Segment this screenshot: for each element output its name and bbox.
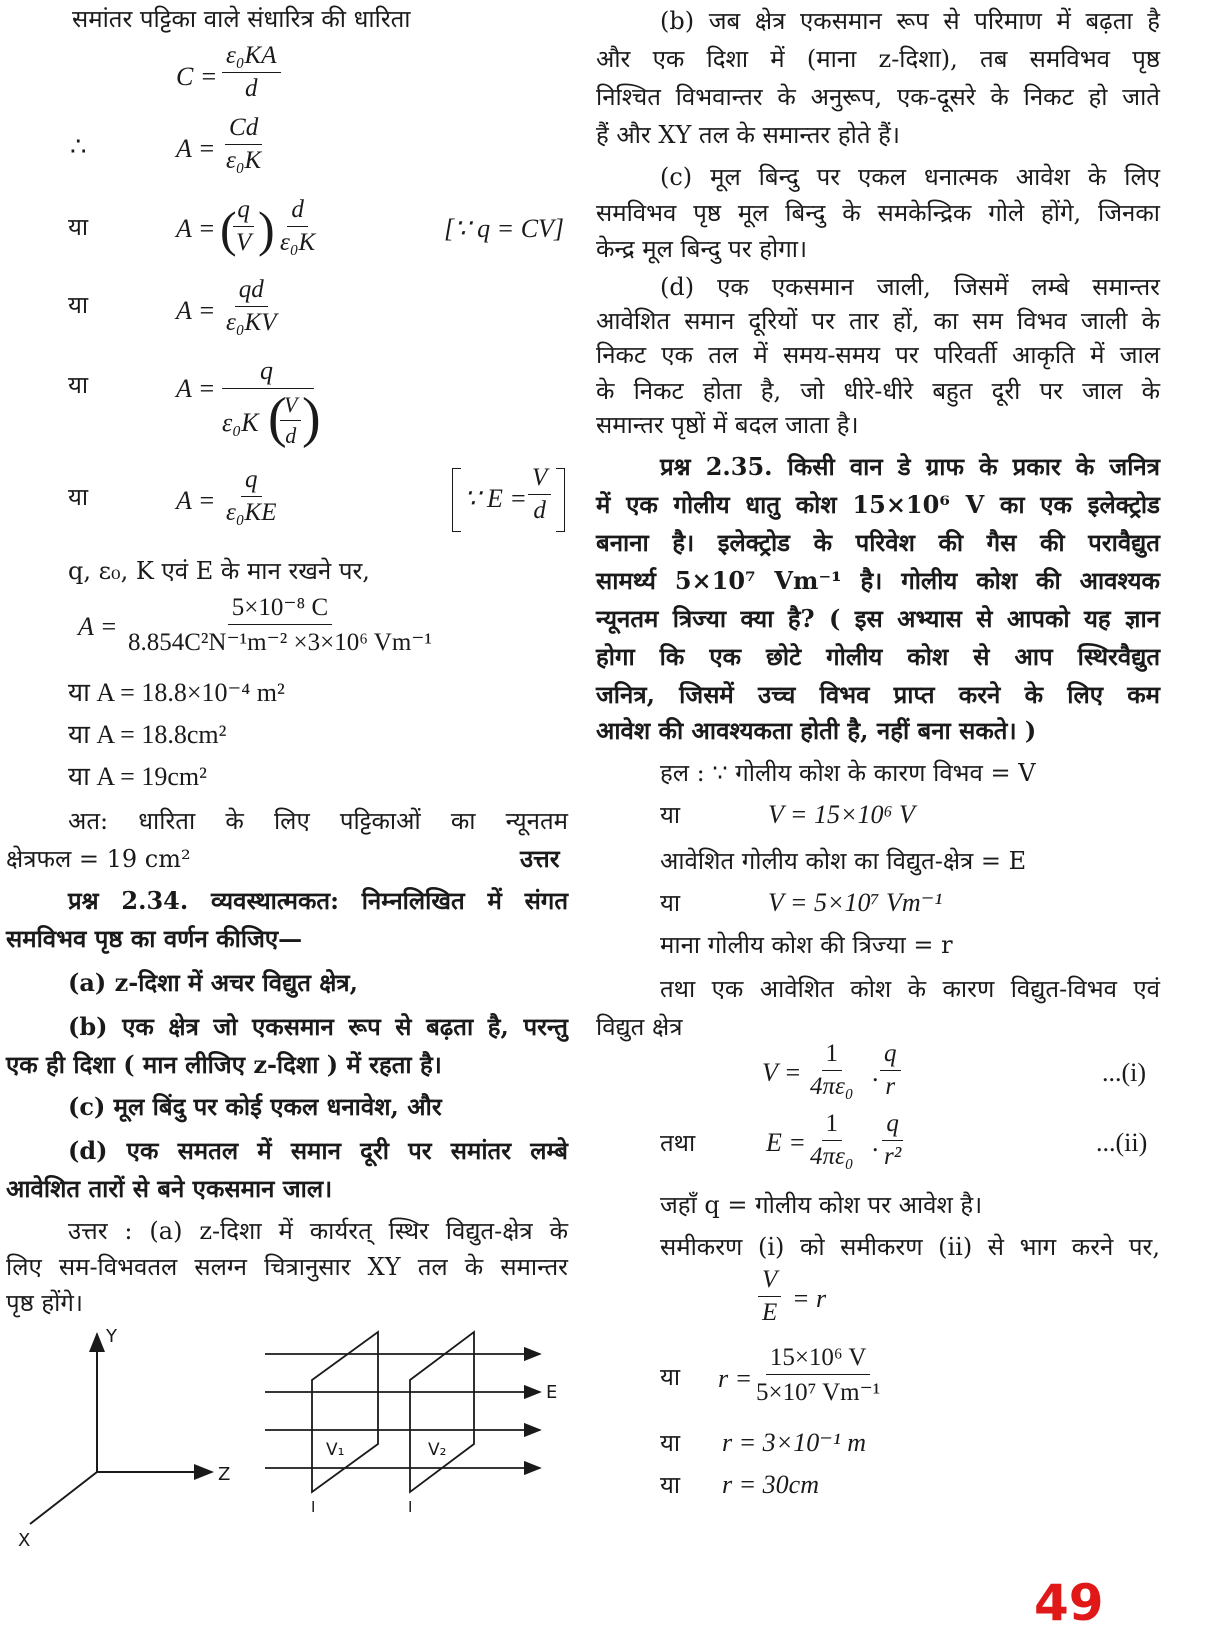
solution-line-7: विद्युत क्षेत्र <box>596 1013 683 1041</box>
eq3-v: V <box>236 229 252 256</box>
answer-c-line-2: समविभव पृष्ठ मूल बिन्दु के समकेन्द्रिक गोले होंगे, जिनका <box>596 199 1160 227</box>
final-result-1: r = 3×10⁻¹ m <box>722 1428 867 1457</box>
ya-label-3: या <box>68 371 89 399</box>
final-result-2: r = 30cm <box>722 1470 819 1499</box>
answer-a-line-3: पृष्ठ होंगे। <box>6 1289 83 1317</box>
therefore-symbol: ∴ <box>70 132 87 161</box>
e2-fraction-1 <box>806 1110 858 1171</box>
eq5-close-paren: ) <box>302 387 321 449</box>
eq6-note-den: d <box>533 497 546 524</box>
answer-d-line-5: समान्तर पृष्ठों में बदल जाता है। <box>596 411 859 439</box>
e1-num-1: 1 <box>822 1040 843 1071</box>
question-2-35-line-2: में एक गोलीय धातु कोश 15×10⁶ V का एक इलेक्ट्रोड <box>596 490 1160 519</box>
ya-label-4: या <box>68 483 89 511</box>
eq4-lhs: A = <box>176 296 216 325</box>
eq1-denominator: d <box>245 75 258 102</box>
eq4-numerator: qd <box>235 276 268 307</box>
conclusion-line-1: अत: धारिता के लिए पट्टिकाओं का न्यूनतम <box>68 807 568 835</box>
eq3-lhs: A = <box>176 214 216 243</box>
eq5-open-paren: ( <box>268 387 287 449</box>
eq1-numerator: ε₀KA <box>222 42 281 73</box>
e3-rhs: = r <box>792 1284 827 1313</box>
eq6-note-close-bracket <box>556 468 565 532</box>
eq6-fraction <box>222 466 281 527</box>
e2-tag: ...(ii) <box>1096 1128 1148 1157</box>
ya-label-r1: या <box>660 801 681 829</box>
eq5-inner-num: V <box>280 392 301 421</box>
conclusion-line-2: क्षेत्रफल = 19 cm² <box>6 845 191 873</box>
eq6-note-num: V <box>528 464 551 495</box>
eq5-inner-fraction <box>280 392 301 449</box>
question-2-34-part-c: (c) मूल बिंदु पर कोई एकल धनावेश, और <box>68 1092 442 1121</box>
ya-label-r2: या <box>660 889 681 917</box>
answer-d-line-4: के निकट होता है, जो धीरे-धीरे बहुत दूरी पर जाल के <box>596 377 1160 405</box>
result-line-2: या A = 18.8cm² <box>68 720 227 749</box>
solution-potential-value: V = 15×10⁶ V <box>768 800 915 829</box>
question-2-35-line-7: जनित्र, जिसमें उच्च विभव प्राप्त करने के लिए कम <box>596 680 1160 709</box>
eq6-lhs: A = <box>176 486 216 515</box>
e1-lhs: V = <box>762 1058 802 1087</box>
eq6-note-fraction <box>528 464 551 525</box>
question-2-34-line-2: समविभव पृष्ठ का वर्णन कीजिए— <box>6 924 303 953</box>
e1-den-1: 4πε₀ <box>810 1073 854 1100</box>
result-line-3: या A = 19cm² <box>68 762 207 791</box>
e4-fraction <box>752 1344 884 1407</box>
plane-marker-2: I <box>408 1498 413 1516</box>
plane-label-v1: V₁ <box>326 1440 345 1460</box>
ya-label-1: या <box>68 213 89 241</box>
e2-den-1: 4πε₀ <box>810 1143 854 1170</box>
e2-num-1: 1 <box>822 1110 843 1141</box>
question-2-34-part-d-line-1: (d) एक समतल में समान दूरी पर समांतर लम्बे <box>68 1136 568 1165</box>
eq7-fraction <box>124 592 436 657</box>
answer-b-line-1: (b) जब क्षेत्र एकसमान रूप से परिमाण में बढ़ता है <box>660 7 1160 35</box>
answer-d-line-1: (d) एक एकसमान जाली, जिसमें लम्बे समान्तर <box>660 273 1160 301</box>
answer-b-line-4: हैं और XY तल के समान्तर होते हैं। <box>596 121 900 149</box>
question-2-34-part-b-line-2: एक ही दिशा ( मान लीजिए z-दिशा ) में रहता है। <box>6 1050 442 1079</box>
question-2-34-part-a: (a) z-दिशा में अचर विद्युत क्षेत्र, <box>68 968 359 997</box>
question-2-34-part-b-line-1: (b) एक क्षेत्र जो एकसमान रूप से बढ़ता है, परन्तु <box>68 1012 568 1041</box>
eq2-fraction <box>222 114 265 175</box>
eq3-close-paren: ) <box>258 201 275 257</box>
e3-denominator: E <box>762 1299 778 1326</box>
e2-lhs: E = <box>766 1128 806 1157</box>
solution-line-9: समीकरण (i) को समीकरण (ii) से भाग करने पर, <box>660 1233 1160 1261</box>
e2-den-2: r² <box>884 1143 902 1170</box>
question-2-35-line-4: सामर्थ्य 5×10⁷ Vm⁻¹ है। गोलीय कोश की आवश्यक <box>596 566 1160 595</box>
page-number: 49 <box>1034 1574 1104 1632</box>
e4-denominator: 5×10⁷ Vm⁻¹ <box>756 1379 881 1406</box>
ya-label-r4: या <box>660 1429 681 1457</box>
question-2-35-line-6: होगा कि एक छोटे गोलीय कोश से आप स्थिरवैद्युत <box>596 642 1160 671</box>
capacitance-intro: समांतर पट्टिका वाले संधारित्र की धारिता <box>72 5 411 33</box>
eq4-fraction <box>222 276 281 337</box>
answer-a-line-2: लिए सम-विभवतल सलग्न चित्रानुसार XY तल के समान्तर <box>6 1253 568 1281</box>
eq4-denominator: ε₀KV <box>226 309 277 336</box>
eq5-inner-den: d <box>285 423 297 448</box>
x-axis <box>30 1472 97 1524</box>
plane-marker-1: I <box>311 1498 316 1516</box>
plane-label-v2: V₂ <box>428 1440 447 1460</box>
eq2-denominator: ε₀K <box>226 147 262 174</box>
e4-lhs: r = <box>718 1364 753 1393</box>
solution-line-8: जहाँ q = गोलीय कोश पर आवेश है। <box>660 1191 983 1219</box>
solution-line-6: तथा एक आवेशित कोश के कारण विद्युत-विभव एवं <box>660 975 1160 1003</box>
answer-c-line-1: (c) मूल बिन्दु पर एकल धनात्मक आवेश के लिए <box>660 163 1160 191</box>
solution-field-value: V = 5×10⁷ Vm⁻¹ <box>768 888 943 917</box>
solution-line-1: हल : ∵ गोलीय कोश के कारण विभव = V <box>660 759 1036 787</box>
eq5-lhs: A = <box>176 374 216 403</box>
eq2-numerator: Cd <box>225 114 262 145</box>
e2-num-2: q <box>882 1110 903 1141</box>
answer-c-line-3: केन्द्र मूल बिन्दु पर होगा। <box>596 235 808 263</box>
question-2-35-line-8: आवेश की आवश्यकता होती है, नहीं बना सकते। ) <box>596 716 1037 745</box>
e3-numerator: V <box>758 1266 781 1297</box>
e1-fraction-2 <box>880 1040 901 1101</box>
eq5-numerator: q <box>260 356 273 385</box>
eq3-inner-fraction <box>232 196 255 257</box>
e1-fraction-1 <box>806 1040 858 1101</box>
question-2-35-line-5: न्यूनतम त्रिज्या क्या है? ( इस अभ्यास से आपको यह ज्ञान <box>596 604 1160 633</box>
ya-label-2: या <box>68 291 89 319</box>
e1-tag: ...(i) <box>1102 1058 1147 1087</box>
e4-numerator: 15×10⁶ V <box>766 1344 871 1375</box>
answer-b-line-2: और एक दिशा में (माना z-दिशा), तब समविभव पृष्ठ <box>596 45 1160 73</box>
result-line-1: या A = 18.8×10⁻⁴ m² <box>68 678 285 707</box>
solution-line-3: आवेशित गोलीय कोश का विद्युत-क्षेत्र = E <box>660 847 1027 875</box>
eq6-note-open-bracket <box>452 468 461 532</box>
z-axis-label: Z <box>218 1464 231 1485</box>
eq7-denominator: 8.854C²N⁻¹m⁻² ×3×10⁶ Vm⁻¹ <box>128 629 432 656</box>
answer-label: उत्तर <box>520 844 560 873</box>
eq3-q: q <box>233 196 254 227</box>
ya-label-r5: या <box>660 1471 681 1499</box>
x-axis-label: X <box>18 1530 31 1550</box>
question-2-34-part-d-line-2: आवेशित तारों से बने एकसमान जाल। <box>6 1174 333 1203</box>
e3-fraction <box>758 1266 781 1327</box>
eq6-numerator: q <box>241 466 262 497</box>
question-2-34-line-1: प्रश्न 2.34. व्यवस्थात्मकत: निम्नलिखित में संगत <box>68 886 568 915</box>
equipotential-planes-figure <box>0 1320 590 1550</box>
eq7-numerator: 5×10⁻⁸ C <box>228 592 332 625</box>
eq3-fraction <box>276 196 319 257</box>
eq3-numerator: d <box>287 196 308 227</box>
e2-fraction-2 <box>880 1110 905 1171</box>
answer-a-line-1: उत्तर : (a) z-दिशा में कार्यरत् स्थिर विद्युत-क्षेत्र के <box>68 1217 568 1245</box>
eq6-note-lhs: ∵ E = <box>464 484 527 513</box>
e1-dot: . <box>872 1058 879 1087</box>
eq1-fraction <box>222 42 281 103</box>
substitute-values-line: q, ε₀, K एवं E के मान रखने पर, <box>68 557 370 585</box>
field-label-e: E <box>546 1382 558 1403</box>
e1-num-2: q <box>880 1040 901 1071</box>
eq3-open-paren: ( <box>220 201 237 257</box>
question-2-35-line-1: प्रश्न 2.35. किसी वान डे ग्राफ के प्रकार के जनित्र <box>660 452 1160 481</box>
eq5-denominator: ε₀K <box>222 408 259 437</box>
eq2-lhs: A = <box>176 134 216 163</box>
eq6-denominator: ε₀KE <box>226 499 277 526</box>
answer-d-line-2: आवेशित समान दूरियों पर तार हों, का सम विभव जाली के <box>596 307 1160 335</box>
answer-b-line-3: निश्चित विभवान्तर के अनुरूप, एक-दूसरे के निकट हो जाते <box>596 83 1160 111</box>
ya-label-r3: या <box>660 1363 681 1391</box>
e2-dot: . <box>872 1128 879 1157</box>
eq3-reason: [∵ q = CV] <box>444 214 565 243</box>
y-axis-label: Y <box>106 1326 117 1347</box>
question-2-35-line-3: बनाना है। इलेक्ट्रोड के परिवेश की गैस की परावैद्युत <box>596 528 1160 557</box>
tatha-label: तथा <box>660 1129 696 1157</box>
answer-d-line-3: निकट एक तल में समय-समय पर परिवर्ती आकृति में जाल <box>596 341 1160 369</box>
e1-den-2: r <box>885 1073 896 1100</box>
solution-line-5: माना गोलीय कोश की त्रिज्या = r <box>660 931 953 959</box>
eq7-lhs: A = <box>78 612 118 641</box>
eq3-denominator: ε₀K <box>280 229 316 256</box>
eq1-lhs: C = <box>176 62 218 91</box>
